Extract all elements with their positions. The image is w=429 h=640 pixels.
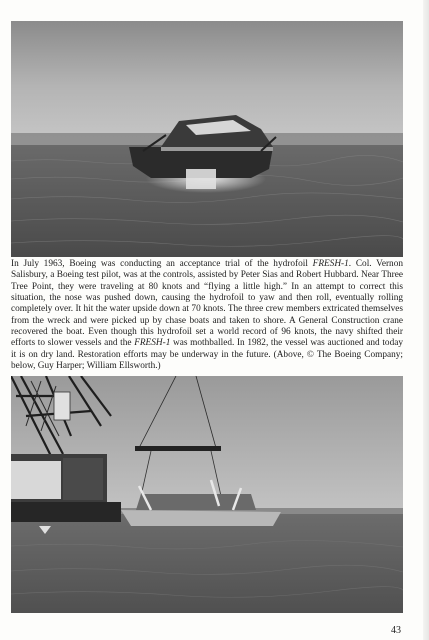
hydrofoil-photo [11, 21, 403, 257]
page-edge [423, 0, 429, 640]
crane-recovery-photo [11, 376, 403, 613]
vessel-name: FRESH-1 [134, 338, 171, 349]
photo-caption [11, 259, 403, 372]
caption-text-part-3: was mothballed. In 1982, the vessel was auctioned and today it is on dry land. Restoration efforts may be underway in the future. (Above, © The Boeing Company; below, Guy Harper; William Ellsworth.) [11, 338, 403, 372]
page-number: 43 [391, 625, 401, 636]
caption-text-part-1: In July 1963, Boeing was conducting an acceptance trial of the hydrofoil [11, 259, 313, 269]
hydrofoil-photo-image [11, 21, 403, 257]
crane-recovery-photo-image [11, 376, 403, 613]
caption-text-part-2: . Col. Vernon Salisbury, a Boeing test pilot, was at the controls, assisted by Peter Sias and Robert Hubbard. Near Three Tree Point, they were traveling at 80 knots and “flying a little high.” In an attempt to correct this situation, the nose was pushed down, causing the hydrofoil to yaw and then roll, eventually rolling completely over. It hit the water upside down at 70 knots. The three crew members extricated themselves from the wreck and were picked up by chase boats and taken to shore. A General Construction crane recovered the boat. Even though this hydrofoil set a world record of 96 knots, the navy shifted their efforts to slower vessels and the [11, 259, 403, 349]
vessel-name: FRESH-1 [312, 259, 349, 269]
